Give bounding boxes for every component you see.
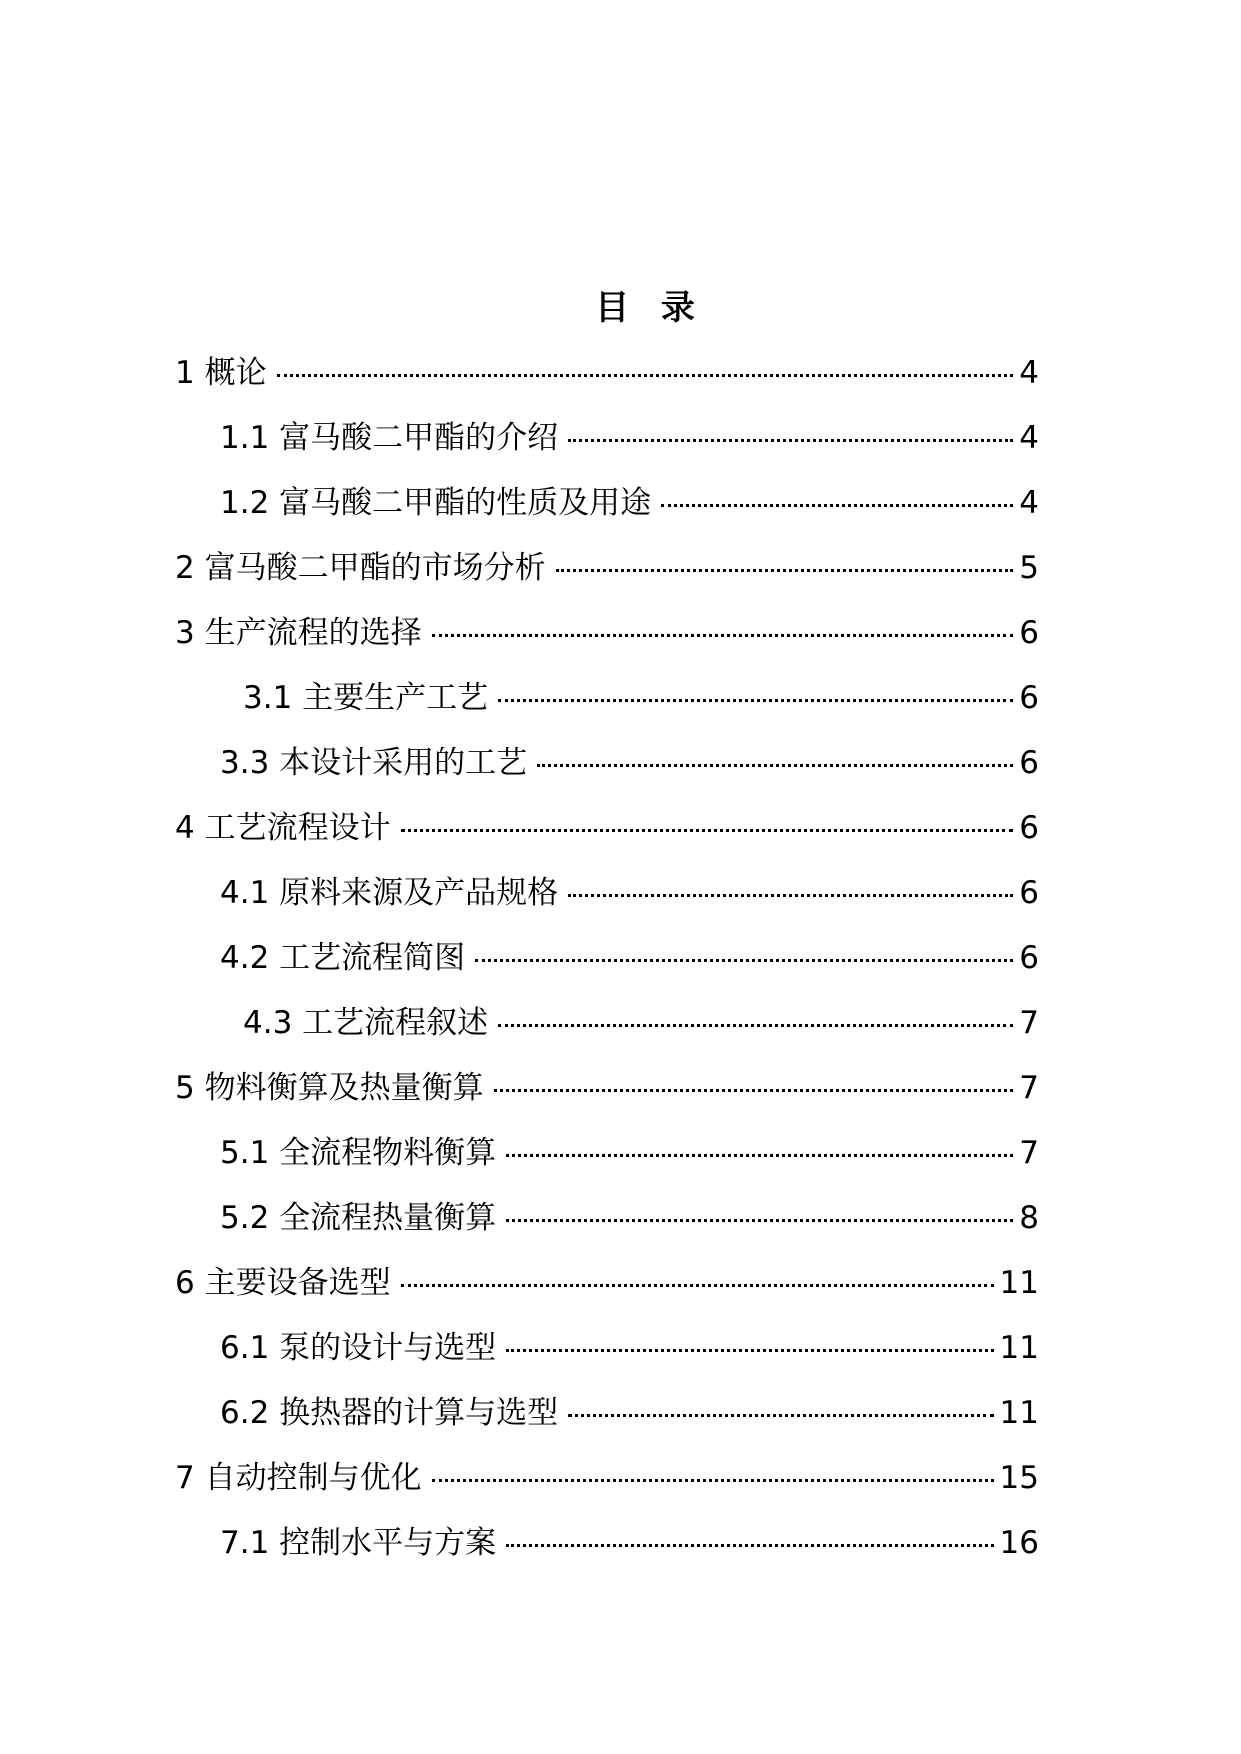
- toc-entry-label: 3.1 主要生产工艺: [243, 680, 489, 716]
- toc-leader: [498, 699, 1013, 702]
- toc-entry-label: 1.1 富马酸二甲酯的介绍: [220, 420, 559, 456]
- toc-entry-page: 11: [999, 1395, 1039, 1431]
- toc-entry-label: 4.1 原料来源及产品规格: [220, 875, 559, 911]
- toc-entry[interactable]: [220, 1132, 1039, 1174]
- toc-entry[interactable]: [220, 937, 1039, 979]
- toc-entry[interactable]: [220, 1392, 1039, 1434]
- toc-entry-page: 8: [1019, 1200, 1039, 1236]
- toc-entry-page: 7: [1019, 1070, 1039, 1106]
- toc-entry-label: 3 生产流程的选择: [175, 615, 422, 651]
- toc-leader: [506, 1154, 1013, 1157]
- toc-entry-page: 16: [999, 1525, 1039, 1561]
- toc-leader: [498, 1024, 1013, 1027]
- toc-entry[interactable]: [175, 612, 1039, 654]
- toc-entry[interactable]: [220, 1327, 1039, 1369]
- toc-entry[interactable]: [175, 807, 1039, 849]
- toc-entry-page: 6: [1019, 615, 1039, 651]
- toc-entry-label: 5.1 全流程物料衡算: [220, 1135, 497, 1171]
- toc-entry-label: 4.2 工艺流程简图: [220, 940, 466, 976]
- toc-entry-page: 5: [1019, 550, 1039, 586]
- toc-entry-page: 11: [999, 1265, 1039, 1301]
- toc-entry-page: 6: [1019, 680, 1039, 716]
- toc-entry[interactable]: [175, 352, 1039, 394]
- toc-entry[interactable]: [220, 1197, 1039, 1239]
- toc-entry-label: 4 工艺流程设计: [175, 810, 391, 846]
- toc-entry[interactable]: [175, 547, 1039, 589]
- toc-leader: [432, 1479, 994, 1482]
- toc-entry-page: 7: [1019, 1135, 1039, 1171]
- toc-leader: [537, 764, 1013, 767]
- toc-entry-page: 4: [1019, 420, 1039, 456]
- toc-entry-label: 6.1 泵的设计与选型: [220, 1330, 497, 1366]
- toc-entry-label: 6.2 换热器的计算与选型: [220, 1395, 559, 1431]
- toc-entry-page: 6: [1019, 745, 1039, 781]
- toc-entry-page: 6: [1019, 875, 1039, 911]
- toc-entry-label: 5 物料衡算及热量衡算: [175, 1070, 484, 1106]
- toc-entry[interactable]: [243, 677, 1039, 719]
- toc-entry-page: 6: [1019, 810, 1039, 846]
- toc-entry[interactable]: [175, 1067, 1039, 1109]
- toc-leader: [475, 959, 1013, 962]
- toc-entry-label: 7.1 控制水平与方案: [220, 1525, 497, 1561]
- toc-leader: [401, 829, 1014, 832]
- toc-entry-page: 7: [1019, 1005, 1039, 1041]
- toc-entry[interactable]: [243, 1002, 1039, 1044]
- toc-entry-label: 3.3 本设计采用的工艺: [220, 745, 528, 781]
- toc-entry-label: 1 概论: [175, 355, 267, 391]
- toc-leader: [401, 1284, 994, 1287]
- toc-entry-page: 11: [999, 1330, 1039, 1366]
- toc-entry-page: 6: [1019, 940, 1039, 976]
- toc-entry-page: 15: [999, 1460, 1039, 1496]
- toc-entry-page: 4: [1019, 355, 1039, 391]
- toc-entry[interactable]: [175, 1262, 1039, 1304]
- toc-leader: [432, 634, 1014, 637]
- toc-entry[interactable]: [220, 872, 1039, 914]
- toc-entry-label: 5.2 全流程热量衡算: [220, 1200, 497, 1236]
- toc-leader: [506, 1544, 993, 1547]
- toc-entry-label: 2 富马酸二甲酯的市场分析: [175, 550, 546, 586]
- toc-entry-label: 7 自动控制与优化: [175, 1460, 422, 1496]
- toc-entry[interactable]: [220, 1522, 1039, 1564]
- toc-leader: [556, 569, 1014, 572]
- toc-entry-page: 4: [1019, 485, 1039, 521]
- toc-leader: [568, 439, 1013, 442]
- toc-leader: [277, 374, 1014, 377]
- toc-leader: [568, 1414, 993, 1417]
- toc-entry[interactable]: [220, 417, 1039, 459]
- toc-entry-label: 4.3 工艺流程叙述: [243, 1005, 489, 1041]
- toc-leader: [494, 1089, 1014, 1092]
- toc-leader: [506, 1219, 1013, 1222]
- toc-leader: [506, 1349, 993, 1352]
- toc-leader: [568, 894, 1013, 897]
- toc-entry[interactable]: [220, 742, 1039, 784]
- toc-title: 目 录: [595, 288, 705, 328]
- toc-entry[interactable]: [220, 482, 1039, 524]
- toc-leader: [661, 504, 1013, 507]
- toc-entry-label: 1.2 富马酸二甲酯的性质及用途: [220, 485, 652, 521]
- toc-entry-label: 6 主要设备选型: [175, 1265, 391, 1301]
- toc-entry[interactable]: [175, 1457, 1039, 1499]
